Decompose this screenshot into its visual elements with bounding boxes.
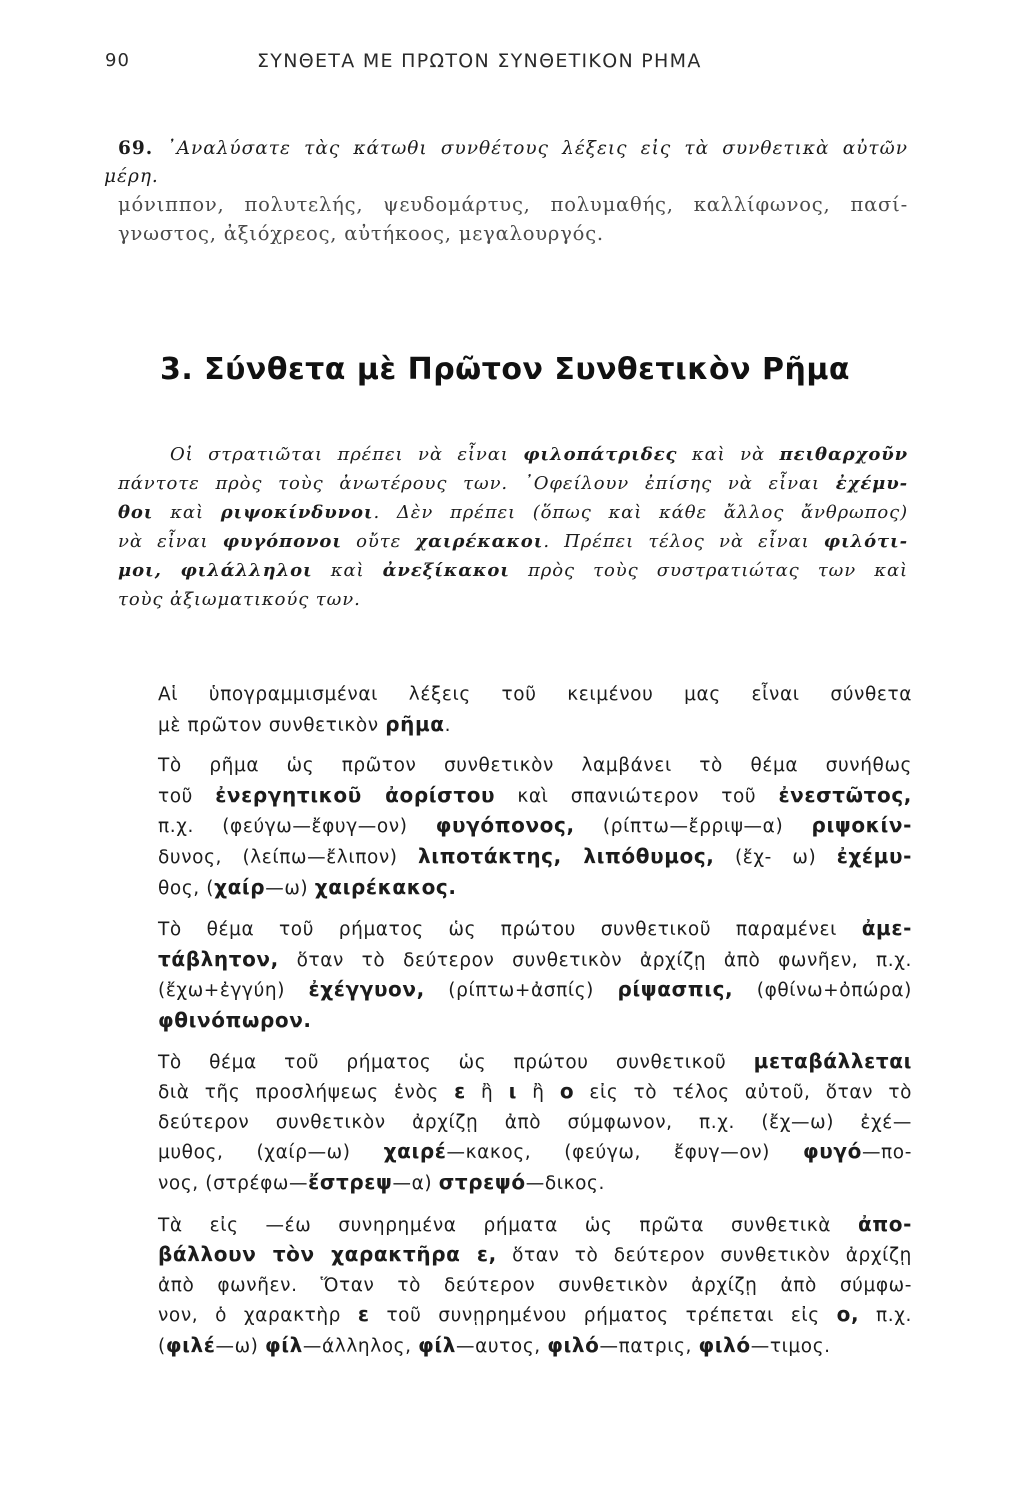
word-list-line: μόνιππον, πολυτελής, ψευδομάρτυς, πολυμαθής, καλλίφωνος, πασί- <box>118 193 908 216</box>
text-run: εἰς τὸ τέλος αὐτοῦ, ὅταν τὸ <box>574 1082 912 1104</box>
text-run: χαιρέ <box>383 1139 447 1164</box>
text-run: μυθος, (χαίρ—ω) <box>158 1142 384 1164</box>
text-run: χαίρ <box>214 874 266 899</box>
text-run: —α) <box>392 1172 439 1194</box>
text-run: ριψοκίνδυνοι <box>220 502 374 523</box>
text-run: φιλότι- <box>823 531 908 552</box>
text-run: φιλοπάτριδες <box>523 444 678 465</box>
text-run: —αυτος, <box>455 1335 548 1357</box>
text-run: φιλό <box>547 1332 600 1357</box>
text-run: . Πρέπει τέλος νὰ εἶναι <box>543 531 824 552</box>
word-list-line: γνωστος, ἀξιόχρεος, αὐτήκοος, μεγαλουργός. <box>118 222 604 245</box>
text-run: πάντοτε πρὸς τοὺς ἀνωτέρους των. ᾿Οφείλουν ἐπίσης νὰ εἶναι <box>118 473 836 494</box>
text-run: τοῦ <box>158 785 216 807</box>
text-run: μεταβάλλεται <box>753 1048 912 1073</box>
text-run: ριψοκίν- <box>811 813 912 838</box>
text-run: χαιρέκακος. <box>314 874 457 899</box>
text-run: μὲ πρῶτον συνθετικὸν <box>158 714 386 736</box>
section-title: 3. Σύνθετα μὲ Πρῶτον Συνθετικὸν Ρῆμα <box>159 352 851 387</box>
paragraph <box>106 914 912 1035</box>
exercise-number: 69. <box>118 138 154 159</box>
text-run: φίλ <box>418 1332 456 1357</box>
text-run <box>106 914 912 945</box>
text-run: ἀμε- <box>861 916 912 941</box>
page-number: 90 <box>105 50 130 71</box>
text-run: νος, (στρέφω— <box>158 1172 309 1194</box>
example-line <box>118 556 908 585</box>
running-title: ΣΥΝΘΕΤΑ ΜΕ ΠΡΩΤΟΝ ΣΥΝΘΕΤΙΚΟΝ ΡΗΜΑ <box>257 50 702 72</box>
text-run: μοι, φιλάλληλοι <box>118 560 313 581</box>
text-run <box>106 1240 912 1271</box>
text-run: . <box>444 714 452 736</box>
text-run: καὶ <box>153 502 221 523</box>
text-run: φιλό <box>698 1332 751 1357</box>
paragraph <box>106 1210 912 1362</box>
text-run: ( <box>158 1335 166 1357</box>
text-run <box>106 1168 912 1199</box>
text-run: βάλλουν τὸν χαρακτῆρα ε, <box>158 1242 497 1267</box>
text-run: ε <box>454 1079 466 1104</box>
text-run: ἀπο- <box>857 1211 912 1236</box>
text-run: πρὸς τοὺς συστρατιώτας των καὶ <box>509 560 908 581</box>
text-run: δεύτερον συνθετικὸν ἀρχίζῃ ἀπὸ σύμφωνον, π.χ. (ἔχ—ω) ἐχέ— <box>158 1111 912 1133</box>
text-run <box>106 811 912 842</box>
text-run: Τὸ ρῆμα ὡς πρῶτον συνθετικὸν λαμβάνει τὸ θέμα συνήθως <box>158 755 912 777</box>
text-run <box>106 842 912 873</box>
text-run: Οἱ στρατιῶται πρέπει νὰ εἶναι <box>170 444 524 465</box>
text-run: ἐχέγγυον, <box>308 977 425 1002</box>
text-run <box>106 1047 912 1078</box>
text-run <box>106 1137 912 1168</box>
text-run: —κακος, (φεύγω, ἔφυγ—ον) <box>446 1142 804 1164</box>
text-run: ο <box>559 1079 575 1104</box>
text-run: καὶ σπανιώτερον τοῦ <box>495 785 779 807</box>
example-line <box>118 469 908 498</box>
text-run: ο, <box>836 1302 860 1327</box>
text-run: Τὰ εἰς —έω συνηρημένα ρήματα ὡς πρῶτα συνθετικὰ <box>158 1214 858 1236</box>
text-run: —άλληλος, <box>302 1335 419 1357</box>
text-run: ἐνεργητικοῦ ἀορίστου <box>215 782 496 807</box>
text-run: Τὸ θέμα τοῦ ρήματος ὡς πρώτου συνθετικοῦ παραμένει <box>158 919 862 941</box>
text-run: Τὸ θέμα τοῦ ρήματος ὡς πρώτου συνθετικοῦ <box>158 1051 754 1073</box>
text-run: πειθαρχοῦν <box>779 444 909 465</box>
example-line <box>118 527 908 556</box>
text-run <box>106 1331 912 1362</box>
text-run: ἢ <box>465 1082 509 1104</box>
text-run <box>106 945 912 976</box>
text-run <box>106 781 912 812</box>
text-run: ἐχέμυ- <box>836 843 912 868</box>
paragraph <box>106 1047 912 1199</box>
text-run: —ω) <box>215 1335 265 1357</box>
example-line: τοὺς ἀξιωματικούς των. <box>118 589 361 610</box>
text-run: ἐχέμυ- <box>835 473 908 494</box>
text-run <box>106 1210 912 1241</box>
text-run: —δικος. <box>525 1172 605 1194</box>
text-run: Αἱ ὑπογραμμισμέναι λέξεις τοῦ κειμένου μας εἶναι σύνθετα <box>158 684 912 705</box>
text-run: ε <box>357 1302 370 1327</box>
exercise-instruction-line: ᾿Αναλύσατε τὰς κάτωθι συνθέτους λέξεις εἰς τὰ συνθετικὰ αὐτῶν <box>166 138 908 159</box>
text-run: διὰ τῆς προσλήψεως ἑνὸς <box>158 1082 455 1104</box>
text-run: φυγόπονος, <box>435 813 575 838</box>
text-run: ἢ <box>517 1082 560 1104</box>
text-run: (ρίπτω—ἔρριψ—α) <box>574 816 812 838</box>
text-run: οὔτε <box>341 531 416 552</box>
exercise-instruction <box>104 135 908 191</box>
paragraph <box>106 751 912 903</box>
exercise-word-list <box>118 190 908 248</box>
text-run: θος, ( <box>158 877 215 899</box>
text-run: ἀνεξίκακοι <box>382 560 510 581</box>
text-run <box>106 1300 912 1331</box>
text-run: (ἔχ- ω) <box>714 846 837 868</box>
text-run: λιποτάκτης, λιπόθυμος, <box>418 843 715 868</box>
exercise-instruction-line: μέρη. <box>104 166 159 187</box>
text-run: (ρίπτω+ἀσπίς) <box>424 980 618 1002</box>
text-run: (ἔχω+ἐγγύη) <box>158 980 309 1002</box>
text-run: φιλέ <box>165 1332 216 1357</box>
text-run: θοι <box>118 502 154 523</box>
example-line <box>118 498 908 527</box>
text-run: ρίψασπις, <box>617 977 734 1002</box>
text-run: νὰ εἶναι <box>118 531 223 552</box>
text-run: δυνος, (λείπω—ἔλιπον) <box>158 846 419 868</box>
text-run: φίλ <box>264 1332 303 1357</box>
text-run: τοῦ συνῃρημένου ρήματος τρέπεται εἰς <box>369 1305 837 1327</box>
text-run: χαιρέκακοι <box>415 531 544 552</box>
text-run: —τιμος. <box>750 1335 831 1357</box>
paragraph <box>106 680 912 740</box>
page-header <box>105 50 905 80</box>
text-run: ἔστρεψ <box>308 1169 393 1194</box>
text-run: ὅταν τὸ δεύτερον συνθετικὸν ἀρχίζῃ ἀπὸ φωνῆεν, π.χ. <box>278 949 912 971</box>
text-run: . Δὲν πρέπει (ὅπως καὶ κάθε ἄλλος ἄνθρωπος) <box>373 502 909 523</box>
text-run: (φθίνω+ὀπώρα) <box>733 980 912 1002</box>
text-run: —ω) <box>265 877 315 899</box>
text-run: π.χ. (φεύγω—ἔφυγ—ον) <box>158 816 436 838</box>
text-run: ι <box>508 1079 518 1104</box>
text-run: —πατρις, <box>599 1335 699 1357</box>
example-passage <box>118 440 908 614</box>
text-run: φυγό <box>803 1139 862 1164</box>
body-text <box>106 680 912 1372</box>
text-run <box>106 873 912 904</box>
text-run: στρεψό <box>438 1169 526 1194</box>
text-run <box>106 1077 912 1108</box>
text-run: —πο- <box>861 1142 912 1164</box>
text-run: νον, ὁ χαρακτὴρ <box>158 1305 358 1327</box>
text-run: φθινόπωρον. <box>158 1007 312 1032</box>
text-run: π.χ. <box>859 1305 912 1327</box>
text-run: καὶ νὰ <box>677 444 780 465</box>
text-run: τάβλητον, <box>158 946 279 971</box>
example-line <box>118 440 908 469</box>
text-run: ἀπὸ φωνῆεν. Ὅταν τὸ δεύτερον συνθετικὸν ἀρχίζῃ ἀπὸ σύμφω- <box>158 1274 912 1296</box>
text-run: ὅταν τὸ δεύτερον συνθετικὸν ἀρχίζῃ <box>496 1245 913 1267</box>
text-run <box>106 975 912 1006</box>
text-run: καὶ <box>312 560 383 581</box>
text-run <box>106 710 912 741</box>
text-run: ἐνεστῶτος, <box>778 782 913 807</box>
text-run: φυγόπονοι <box>222 531 342 552</box>
text-run: ρῆμα <box>385 711 445 736</box>
